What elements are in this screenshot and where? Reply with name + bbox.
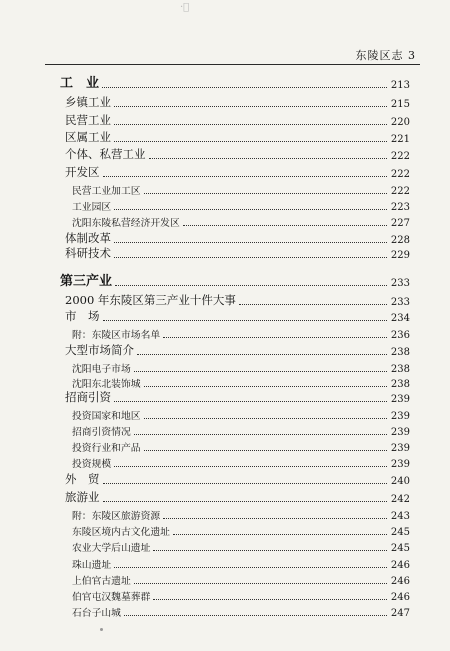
toc-entry-title: 投资行业和产品 (72, 443, 141, 454)
toc-entry-title: 东陵区境内古文化遗址 (72, 527, 170, 538)
toc-leader-dots (103, 501, 388, 502)
toc-leader-dots (134, 583, 387, 584)
toc-entry-title: 附：东陵区市场名单 (72, 330, 161, 341)
toc-page-number: 239 (390, 394, 410, 405)
toc-entry (65, 94, 410, 110)
toc-entry-title: 第三产业 (60, 274, 113, 289)
toc-leader-dots (144, 193, 387, 194)
toc-leader-dots (149, 158, 388, 159)
toc-leader-dots (163, 337, 387, 338)
toc-leader-dots (134, 371, 387, 372)
toc-page-number: 228 (390, 235, 410, 246)
toc-entry (72, 374, 410, 390)
toc-entry-title: 珠山遗址 (72, 560, 112, 571)
toc-leader-dots (239, 304, 387, 305)
toc-entry (65, 230, 410, 246)
toc-leader-dots (114, 124, 387, 125)
toc-page-number: 243 (390, 511, 410, 522)
toc-entry (65, 129, 410, 145)
toc-entry (72, 325, 410, 341)
toc-entry-title: 外 贸 (65, 472, 100, 486)
toc-entry (65, 292, 410, 308)
toc-entry (72, 454, 410, 470)
toc-leader-dots (114, 141, 387, 142)
toc-page-number: 242 (390, 494, 410, 505)
toc-entry-title: 开发区 (65, 165, 100, 179)
toc-entry (65, 471, 410, 487)
toc-page-number: 222 (390, 186, 410, 197)
toc-page-number: 245 (390, 543, 410, 554)
toc-page-number: 240 (390, 476, 410, 487)
toc-leader-dots (144, 450, 387, 451)
toc-entry-title: 科研技术 (65, 246, 111, 260)
toc-entry (65, 164, 410, 180)
toc-entry-title: 民营工业 (65, 113, 111, 127)
toc-page-number: 234 (390, 313, 410, 324)
toc-leader-dots (103, 483, 388, 484)
scan-mark (100, 628, 103, 631)
toc-entry (65, 112, 410, 128)
toc-entry (65, 342, 410, 358)
toc-page-number: 239 (390, 411, 410, 422)
toc-entry-title: 伯官屯汉魏墓葬群 (72, 592, 151, 603)
toc-page-number: 233 (390, 278, 410, 289)
toc-entry-title: 附：东陵区旅游资源 (72, 511, 161, 522)
toc-page-number: 223 (390, 202, 410, 213)
toc-page-number: 213 (390, 80, 410, 91)
toc-entry (65, 389, 410, 405)
toc-entry (72, 406, 410, 422)
toc-leader-dots (114, 466, 387, 467)
toc-page-number: 220 (390, 117, 410, 128)
toc-leader-dots (144, 418, 387, 419)
toc-leader-dots (144, 386, 387, 387)
toc-entry (72, 538, 410, 554)
toc-entry-title: 工 业 (60, 76, 100, 91)
toc-page-number: 246 (390, 576, 410, 587)
toc-leader-dots (102, 87, 387, 88)
toc-leader-dots (114, 401, 387, 402)
toc-entry (72, 587, 410, 603)
toc-entry-title: 沈阳电子市场 (72, 364, 131, 375)
toc-entry-title: 投资国家和地区 (72, 411, 141, 422)
toc-entry-title: 沈阳东陵私营经济开发区 (72, 218, 180, 229)
toc-leader-dots (134, 434, 387, 435)
toc-page-number: 236 (390, 330, 410, 341)
toc-entry-title: 个体、私营工业 (65, 147, 146, 161)
toc-entry-title: 石台子山城 (72, 608, 121, 619)
scan-speck: ·ﾞ (180, 2, 190, 13)
toc-entry (60, 75, 410, 91)
toc-entry (65, 146, 410, 162)
toc-entry-title: 工业园区 (72, 202, 112, 213)
toc-leader-dots (163, 518, 387, 519)
toc-entry (72, 571, 410, 587)
toc-entry-title: 市 场 (65, 309, 100, 323)
toc-page-number: 239 (390, 427, 410, 438)
toc-entry (65, 489, 410, 505)
toc-leader-dots (103, 320, 388, 321)
toc-entry (72, 359, 410, 375)
toc-leader-dots (114, 242, 387, 243)
running-header: 东陵区志 3 (355, 49, 416, 62)
toc-page-number: 239 (390, 459, 410, 470)
toc-entry-title: 投资规模 (72, 459, 112, 470)
toc-entry-title: 沈阳东北装饰城 (72, 379, 141, 390)
toc-entry-title: 区属工业 (65, 130, 111, 144)
toc-page-number: 245 (390, 527, 410, 538)
toc-page-number: 247 (390, 608, 410, 619)
toc-leader-dots (114, 257, 387, 258)
toc-page-number: 222 (390, 169, 410, 180)
toc-entry-title: 旅游业 (65, 490, 100, 504)
toc-leader-dots (124, 615, 387, 616)
toc-page-number: 238 (390, 364, 410, 375)
toc-entry (72, 438, 410, 454)
toc-entry (72, 181, 410, 197)
toc-entry-title: 招商引资情况 (72, 427, 131, 438)
toc-entry (72, 506, 410, 522)
toc-page-number: 221 (390, 134, 410, 145)
toc-page-number: 239 (390, 443, 410, 454)
toc-entry (65, 308, 410, 324)
toc-page-number: 229 (390, 250, 410, 261)
toc-entry-title: 大型市场简介 (65, 343, 134, 357)
toc-entry (65, 245, 410, 261)
toc-entry-title: 招商引资 (65, 390, 111, 404)
toc-entry-title: 民营工业加工区 (72, 186, 141, 197)
toc-page-number: 215 (390, 99, 410, 110)
toc-entry-title: 上伯官古遗址 (72, 576, 131, 587)
toc-leader-dots (153, 550, 387, 551)
toc-page-number: 246 (390, 560, 410, 571)
toc-entry-title: 乡镇工业 (65, 95, 111, 109)
toc-entry (72, 422, 410, 438)
toc-page-number: 222 (390, 151, 410, 162)
toc-entry (72, 213, 410, 229)
toc-page-number: 238 (390, 379, 410, 390)
toc-leader-dots (137, 354, 387, 355)
toc-page-number: 238 (390, 347, 410, 358)
toc-entry-title: 农业大学后山遗址 (72, 543, 151, 554)
toc-entry (72, 522, 410, 538)
toc-leader-dots (114, 209, 387, 210)
toc-entry (72, 197, 410, 213)
toc-leader-dots (183, 225, 387, 226)
toc-page-number: 233 (390, 297, 410, 308)
toc-leader-dots (173, 534, 387, 535)
toc-leader-dots (103, 176, 388, 177)
toc-entry-title: 2000 年东陵区第三产业十件大事 (65, 293, 236, 307)
toc-page-number: 246 (390, 592, 410, 603)
toc-page-number: 227 (390, 218, 410, 229)
toc-entry (60, 273, 410, 289)
toc-entry-title: 体制改革 (65, 231, 111, 245)
toc-leader-dots (114, 106, 387, 107)
toc-leader-dots (114, 567, 387, 568)
toc-leader-dots (115, 285, 387, 286)
toc-entry (72, 603, 410, 619)
toc-leader-dots (153, 599, 387, 600)
toc-entry (72, 555, 410, 571)
